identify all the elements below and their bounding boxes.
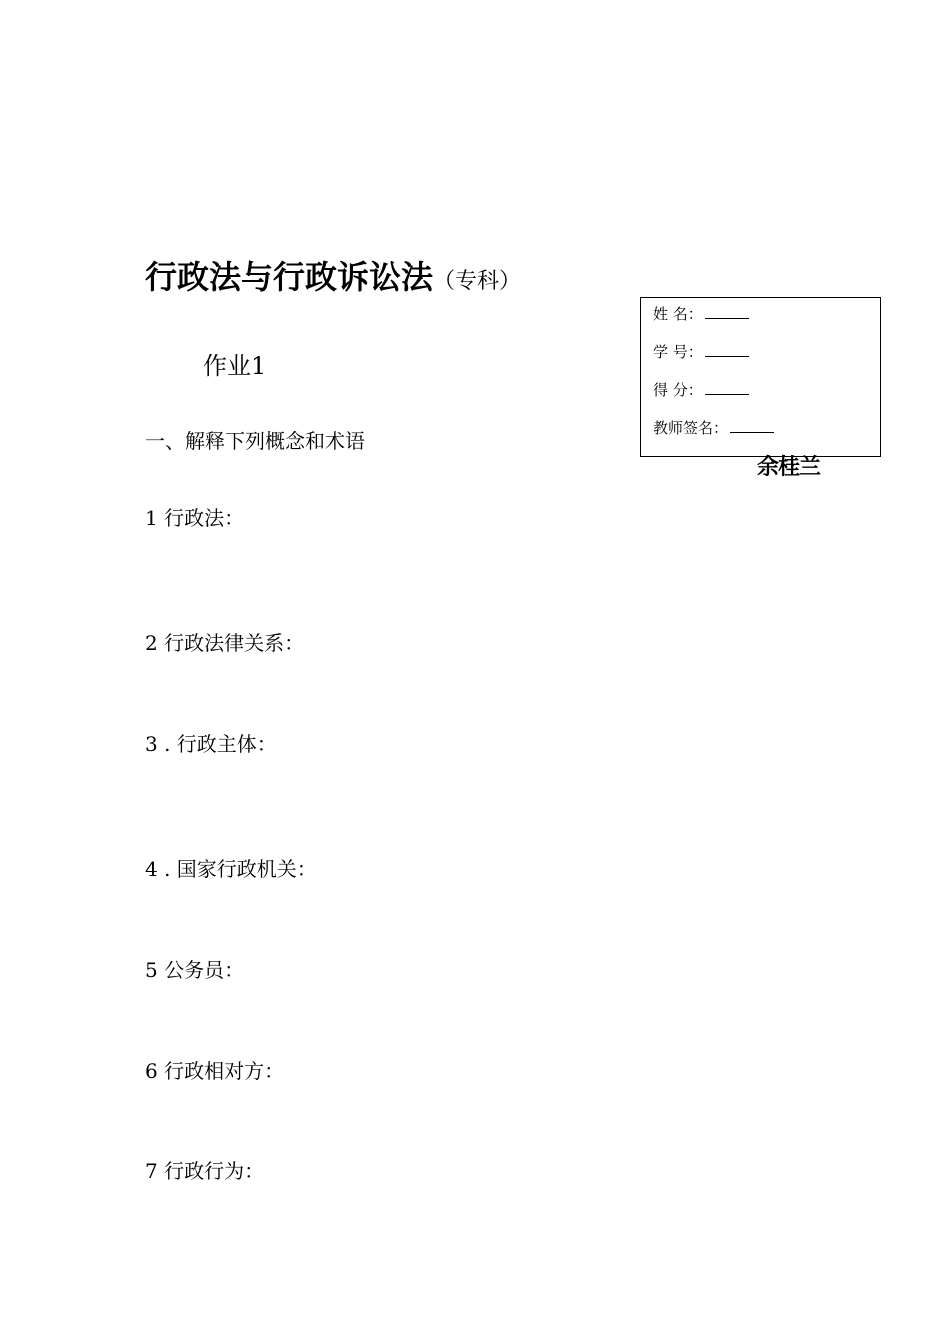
list-item: 6 行政相对方： <box>145 1059 285 1083</box>
name-row <box>653 303 749 324</box>
teacher-signature-field[interactable] <box>730 418 774 433</box>
score-row <box>653 379 749 400</box>
student-id-row <box>653 341 749 362</box>
student-info-box <box>640 297 881 457</box>
name-field[interactable] <box>705 304 749 319</box>
list-item: 7 行政行为： <box>145 1159 265 1183</box>
title-suffix: （专科） <box>433 269 522 294</box>
document-title <box>145 252 521 298</box>
section-heading: 一、解释下列概念和术语 <box>145 429 365 453</box>
score-label: 得 分： <box>653 381 703 399</box>
teacher-signature-row <box>653 417 774 438</box>
score-field[interactable] <box>705 380 749 395</box>
teacher-signature-label: 教师签名： <box>653 419 729 437</box>
list-item: 5 公务员： <box>145 958 245 982</box>
list-item: 1 行政法： <box>145 506 245 530</box>
student-id-label: 学 号： <box>653 343 703 361</box>
list-item: 3 . 行政主体： <box>145 732 277 756</box>
title-main: 行政法与行政诉讼法 <box>145 258 434 296</box>
list-item: 2 行政法律关系： <box>145 631 305 655</box>
name-label: 姓 名： <box>653 305 703 323</box>
homework-label: 作业1 <box>203 352 267 380</box>
teacher-signature: 余桂兰 <box>757 455 821 480</box>
student-id-field[interactable] <box>705 342 749 357</box>
list-item: 4 . 国家行政机关： <box>145 857 317 881</box>
